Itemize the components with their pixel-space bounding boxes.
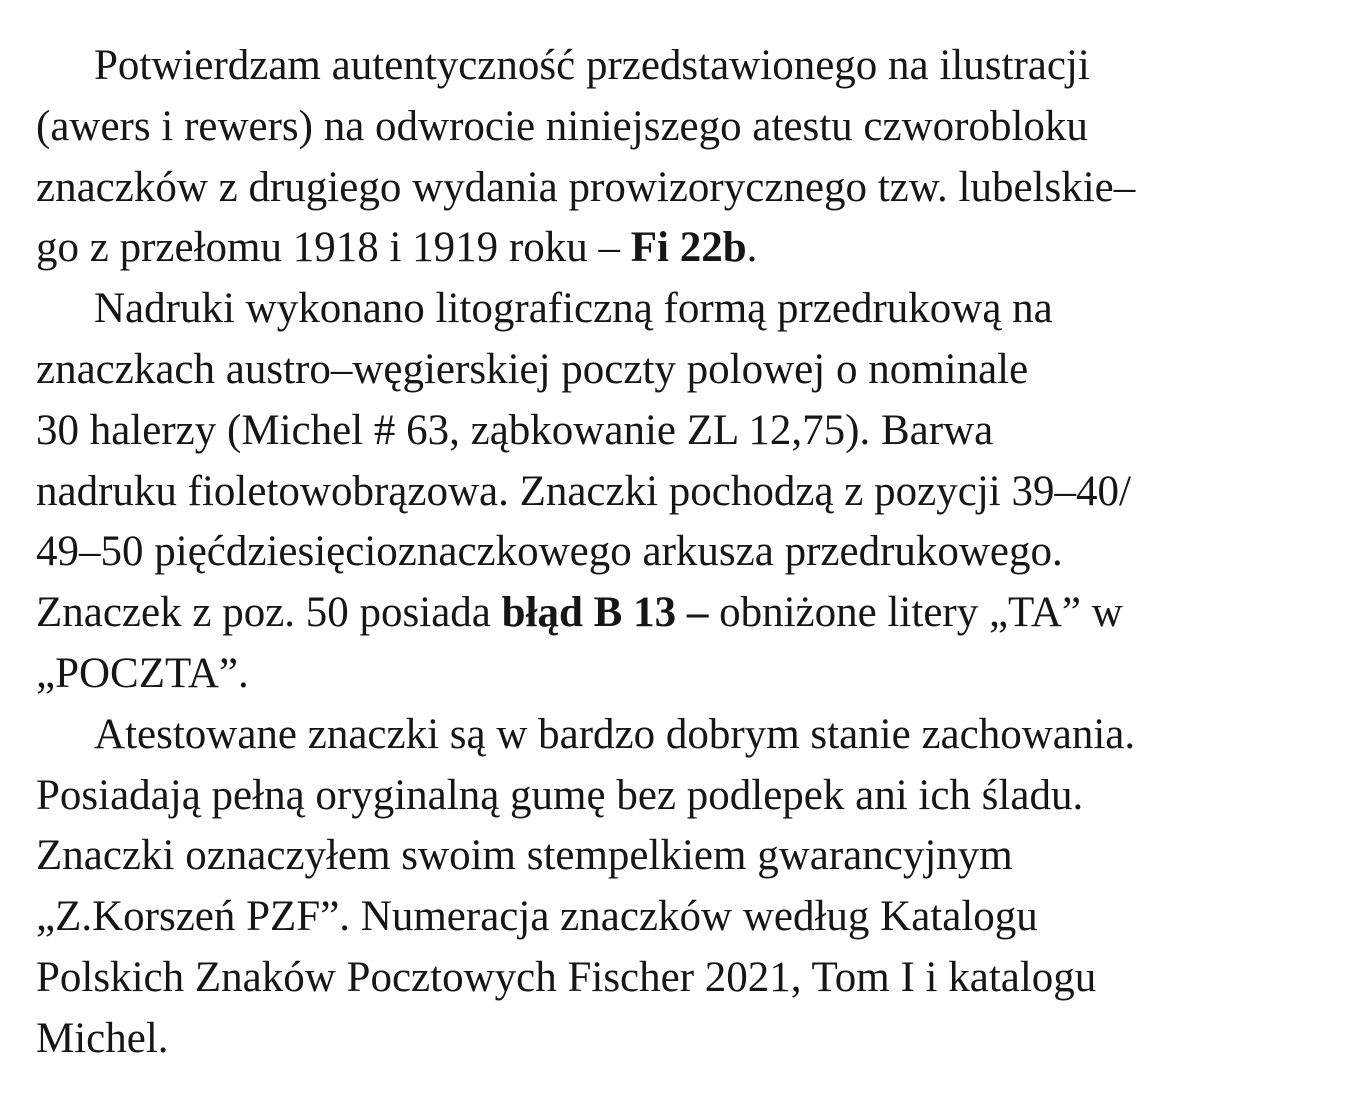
text-line: Polskich Znaków Pocztowych Fischer 2021, Tom I i katalogu [36, 953, 1097, 1001]
text-line: 30 halerzy (Michel # 63, ząbkowanie ZL 12,75). Barwa [36, 406, 994, 454]
text-line: Posiadają pełną oryginalną gumę bez podlepek ani ich śladu. [36, 771, 1084, 819]
text-line: znaczków z drugiego wydania prowizorycznego tzw. lubelskie– [36, 163, 1136, 211]
paragraph-2 [36, 279, 1326, 705]
error-code: błąd B 13 – [501, 589, 709, 637]
text-line: go z przełomu 1918 i 1919 roku – Fi 22b. [36, 224, 758, 272]
certificate-text [36, 36, 1326, 1070]
text-line: Potwierdzam autentyczność przedstawionego na ilustracji [94, 42, 1090, 89]
text-line: Michel. [36, 1014, 169, 1062]
text-line: Nadruki wykonano litograficzną formą przedrukową na [94, 285, 1053, 333]
text-line: Atestowane znaczki są w bardzo dobrym stanie zachowania. [94, 710, 1136, 758]
text-line: „POCZTA”. [36, 649, 249, 697]
text-line: Znaczek z poz. 50 posiada błąd B 13 – obniżone litery „TA” w [36, 589, 1123, 637]
paragraph-3 [36, 705, 1326, 1070]
paragraph-1 [36, 36, 1326, 279]
catalog-number: Fi 22b [630, 224, 747, 272]
text-line: (awers i rewers) na odwrocie niniejszego atestu czworobloku [36, 102, 1088, 150]
text-line: „Z.Korszeń PZF”. Numeracja znaczków według Katalogu [36, 893, 1038, 941]
text-line: 49–50 pięćdziesięcioznaczkowego arkusza przedrukowego. [36, 528, 1063, 576]
text-line: znaczkach austro–węgierskiej poczty polowej o nominale [36, 345, 1029, 393]
text-line: nadruku fioletowobrązowa. Znaczki pochodzą z pozycji 39–40/ [36, 467, 1131, 515]
text-line: Znaczki oznaczyłem swoim stempelkiem gwarancyjnym [36, 832, 1013, 880]
